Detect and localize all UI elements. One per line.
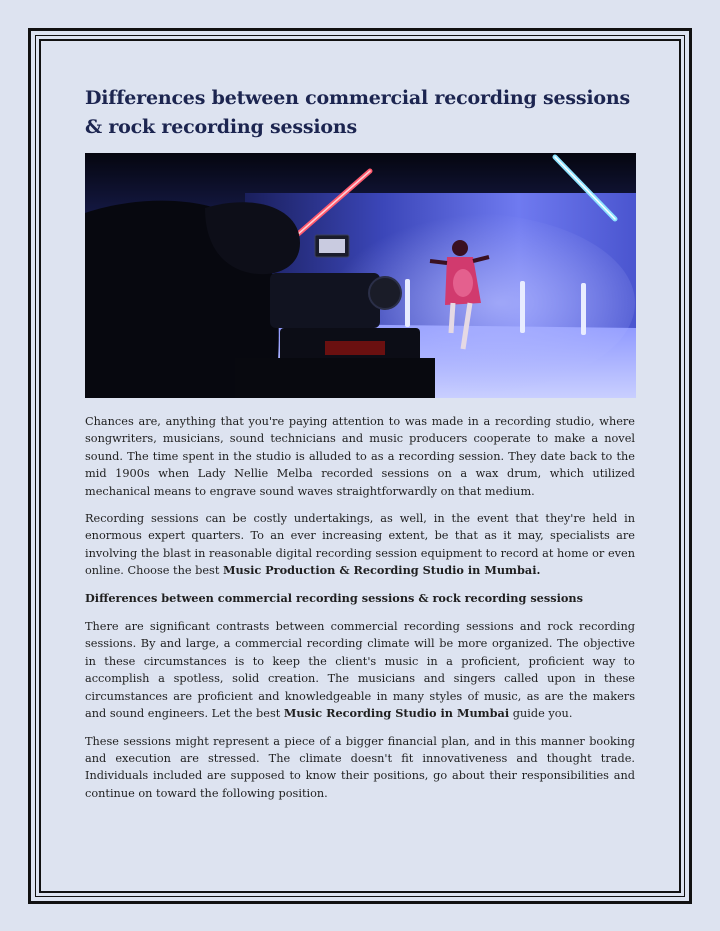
paragraph-3-tail: guide you.	[509, 707, 573, 721]
paragraph-1: Chances are, anything that you're paying attention to was made in a recording studio, where songwriters, musicians, sound technicians and music producers cooperate to make a novel sound. The time spent in the studio is alluded to as a recording session. They date back to the mid 1900s when Lady Nellie Melba recorded sessions on a wax drum, which utilized mechanical means to engrave sound waves straightforwardly on that medium.	[85, 415, 635, 498]
studio-mumbai-link[interactable]: Music Production & Recording Studio in Mumbai.	[222, 563, 541, 578]
document-body	[85, 413, 635, 812]
paragraph-3-text: There are significant contrasts between commercial recording sessions and rock recording sessions. By and large, a commercial recording climate will be more organized. The objective in these circumstances is to keep the client's music in a proficient, proficient way to accomplish a spotless, solid creation. The musicians and singers called upon in these circumstances are proficient and knowledgeable in many styles of music, as are the makers and sound engineers. Let the best	[85, 620, 635, 721]
studio-camera-and-dancer-photo	[85, 153, 636, 398]
document-title: Differences between commercial recording sessions & rock recording sessions	[85, 87, 630, 138]
paragraph-3	[85, 618, 635, 722]
paragraph-2-text: Recording sessions can be costly undertakings, as well, in the event that they're held in enormous expert quarters. To an ever increasing extent, be that as it may, specialists are involving the blast in reasonable digital recording session equipment to record at home or even online. Choose the best	[85, 512, 635, 578]
paragraph-4: These sessions might represent a piece of a bigger financial plan, and in this manner booking and execution are stressed. The climate doesn't fit innovativeness and thought trade. Individuals included are supposed to know their positions, go about their responsibilities and continue on toward the following position.	[85, 734, 635, 800]
recording-studio-mumbai-link[interactable]: Music Recording Studio in Mumbai	[283, 706, 510, 721]
section-subheading: Differences between commercial recording sessions & rock recording sessions	[85, 590, 583, 605]
paragraph-2	[85, 510, 635, 580]
